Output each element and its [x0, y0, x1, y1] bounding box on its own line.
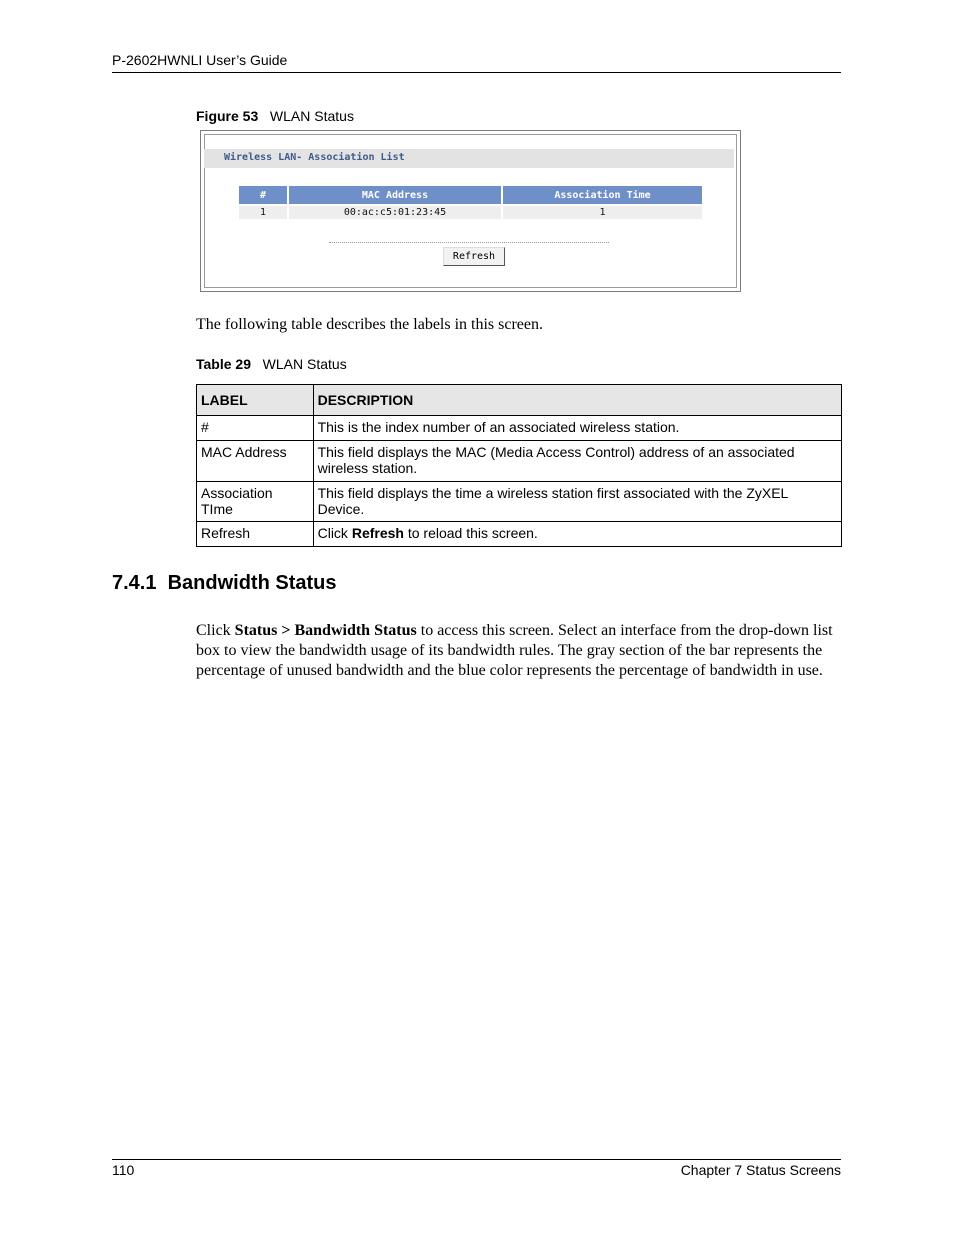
footer-rule [112, 1159, 841, 1160]
desc-text: Click [317, 525, 352, 541]
row-association-time: 1 [503, 206, 702, 219]
para-text: to access this screen. Select an interface from the drop-down list box to view the bandwidth usage of its bandwidth rules. The gray section of the bar represents the percentage of unused bandwidth and the blue color represents the percentage of bandwidth in use. [196, 622, 833, 679]
row-label: Association TIme [197, 482, 314, 522]
figure-label: Figure 53 [196, 108, 259, 124]
chapter-title: Chapter 7 Status Screens [680, 1162, 841, 1178]
row-description: This field displays the time a wireless station first associated with the ZyXEL Device. [313, 482, 841, 522]
section-heading: 7.4.1 Bandwidth Status [112, 572, 337, 594]
desc-text: to reload this screen. [403, 525, 538, 541]
association-list-header [239, 186, 702, 204]
para-text: Click [196, 622, 235, 639]
refresh-button[interactable]: Refresh [443, 247, 505, 266]
panel-title-bar [204, 149, 734, 168]
table-title: WLAN Status [262, 356, 347, 372]
section-paragraph [196, 621, 842, 681]
column-header-mac: MAC Address [289, 186, 501, 204]
figure-caption [196, 108, 354, 124]
para-bold-path: Status > Bandwidth Status [234, 622, 417, 639]
panel-title: Wireless LAN- Association List [224, 152, 405, 163]
wlan-status-screenshot [200, 130, 741, 292]
table-row [197, 522, 842, 547]
dotted-divider [329, 242, 609, 243]
table-row [197, 482, 842, 522]
row-description: This field displays the MAC (Media Access Control) address of an associated wireless station. [313, 441, 841, 482]
description-column-header: DESCRIPTION [313, 385, 841, 416]
table-row [197, 416, 842, 441]
association-list-table [237, 184, 704, 221]
row-label: # [197, 416, 314, 441]
column-header-index: # [239, 186, 287, 204]
row-description: This is the index number of an associated wireless station. [313, 416, 841, 441]
label-column-header: LABEL [197, 385, 314, 416]
wlan-status-label-table [196, 384, 842, 547]
desc-bold-refresh: Refresh [351, 525, 404, 541]
table-row [239, 206, 702, 219]
header-rule [112, 72, 841, 73]
table-caption [196, 356, 347, 372]
row-label: Refresh [197, 522, 314, 547]
row-index: 1 [239, 206, 287, 219]
page-number: 110 [112, 1162, 135, 1178]
table-label: Table 29 [196, 356, 251, 372]
running-header: P-2602HWNLI User’s Guide [112, 52, 288, 68]
column-header-time: Association Time [503, 186, 702, 204]
figure-title: WLAN Status [269, 108, 354, 124]
row-description [313, 522, 841, 547]
table-row [197, 441, 842, 482]
intro-paragraph: The following table describes the labels in this screen. [196, 316, 544, 333]
row-mac-address: 00:ac:c5:01:23:45 [289, 206, 501, 219]
table-header-row [197, 385, 842, 416]
row-label: MAC Address [197, 441, 314, 482]
